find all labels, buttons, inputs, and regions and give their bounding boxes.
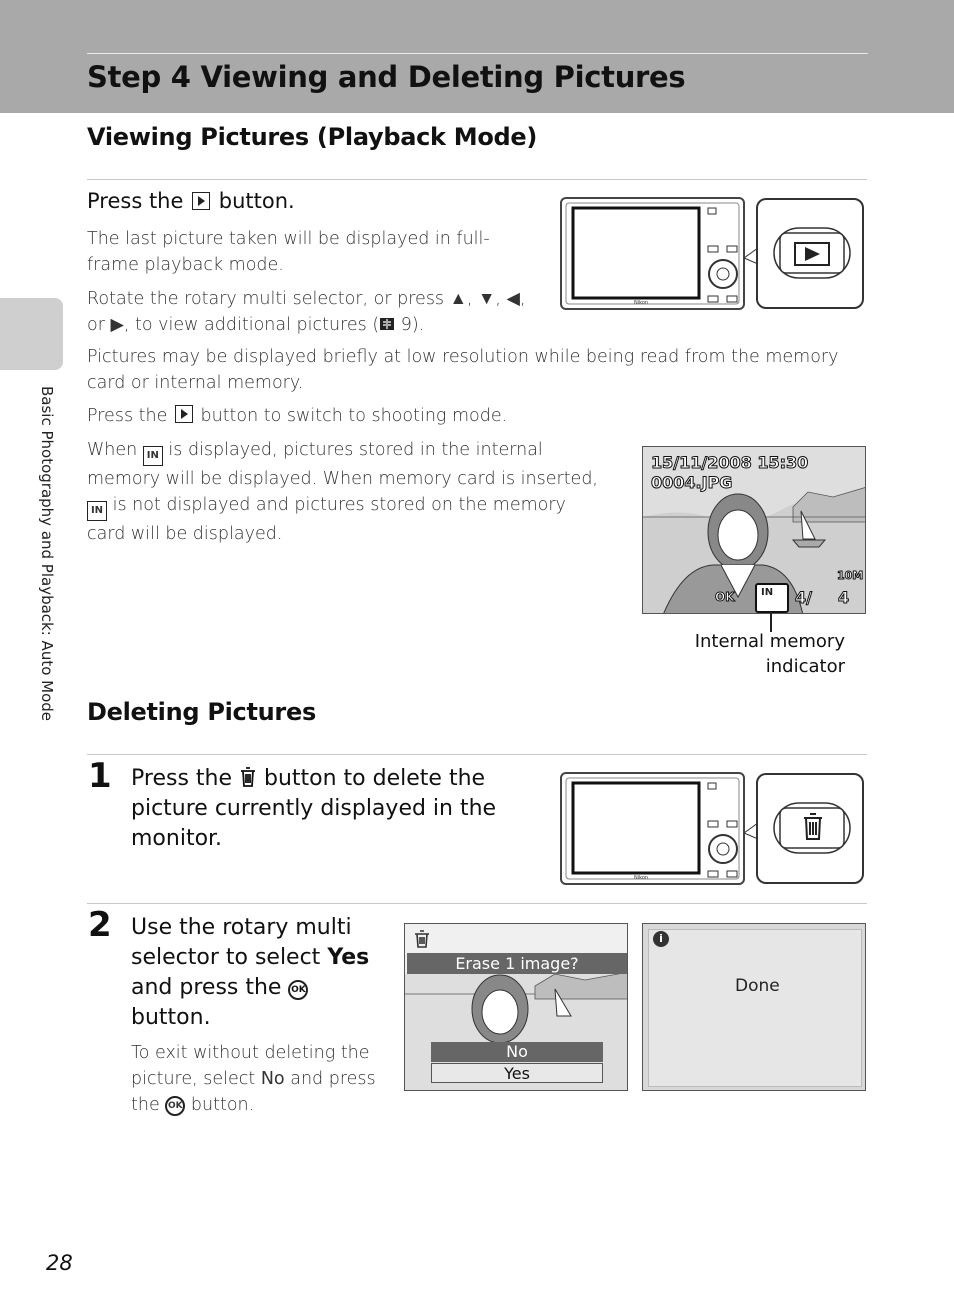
internal-memory-icon: IN (143, 446, 163, 466)
callout-label: Internal memory indicator (694, 631, 845, 677)
dialog-title: Erase 1 image? (407, 953, 627, 974)
ok-button-icon: OK (165, 1096, 185, 1116)
header-rule (87, 53, 868, 54)
paragraph: When IN is displayed, pictures stored in the internal memory will be displayed. When memory card is inserted, IN is not displayed and pictures stored on the memory card will be displayed. (87, 440, 598, 544)
erase-dialog-screen (404, 923, 628, 1091)
playback-icon (175, 405, 193, 423)
book-icon (379, 316, 395, 332)
internal-memory-indicator: IN (755, 583, 789, 613)
frame-total: 4 (838, 588, 850, 607)
option-yes[interactable]: Yes (431, 1063, 603, 1083)
step-number: 1 (88, 756, 112, 796)
paragraph: Press the button to switch to shooting mode. (87, 406, 508, 426)
internal-memory-icon: IN (87, 501, 107, 521)
done-message: Done (735, 976, 780, 996)
step-note: To exit without deleting the picture, select No and press the OK button. (131, 1043, 376, 1115)
brand-label: Nikon (634, 875, 649, 881)
step-text: Use the rotary multi selector to select Yes and press the OK button. (131, 915, 370, 1030)
playback-icon (192, 192, 210, 210)
camera-back-illustration (560, 771, 870, 887)
ok-icon: OK (715, 590, 735, 604)
info-icon: i (653, 931, 669, 947)
option-no[interactable]: No (431, 1042, 603, 1062)
section-rule (87, 179, 867, 180)
done-panel (648, 929, 862, 1087)
section-heading-viewing: Viewing Pictures (Playback Mode) (87, 123, 538, 151)
brand-label: Nikon (634, 300, 649, 306)
section-rule (87, 754, 867, 755)
step-rule (87, 903, 867, 904)
camera-back-illustration (560, 196, 870, 312)
step-text: Press the button to delete the picture currently displayed in the monitor. (131, 766, 497, 851)
sidebar-label: Basic Photography and Playback: Auto Mode (38, 386, 56, 722)
frame-counter: 4/ (795, 588, 812, 607)
ok-button-icon: OK (288, 980, 308, 1000)
file-name: 0004.JPG (651, 473, 733, 492)
done-screen (642, 923, 866, 1091)
instruction-lead: Press the button. (87, 189, 295, 213)
paragraph: The last picture taken will be displayed in full-frame playback mode. (87, 229, 490, 275)
paragraph: Rotate the rotary multi selector, or press ▲, ▼, ◀, or ▶, to view additional pictures ( 9). (87, 289, 526, 335)
chapter-tab (0, 298, 63, 370)
trash-icon (413, 929, 431, 949)
image-size-icon: 10M (837, 569, 864, 582)
date-time: 15/11/2008 15:30 (651, 453, 809, 472)
playback-screen (642, 446, 866, 614)
page-title: Step 4 Viewing and Deleting Pictures (87, 60, 686, 94)
section-heading-deleting: Deleting Pictures (87, 698, 316, 726)
trash-icon (239, 766, 257, 788)
step-number: 2 (88, 905, 112, 945)
page-number: 28 (46, 1251, 73, 1275)
paragraph: Pictures may be displayed briefly at low resolution while being read from the memory card or internal memory. (87, 347, 839, 393)
header-bar (0, 0, 954, 113)
